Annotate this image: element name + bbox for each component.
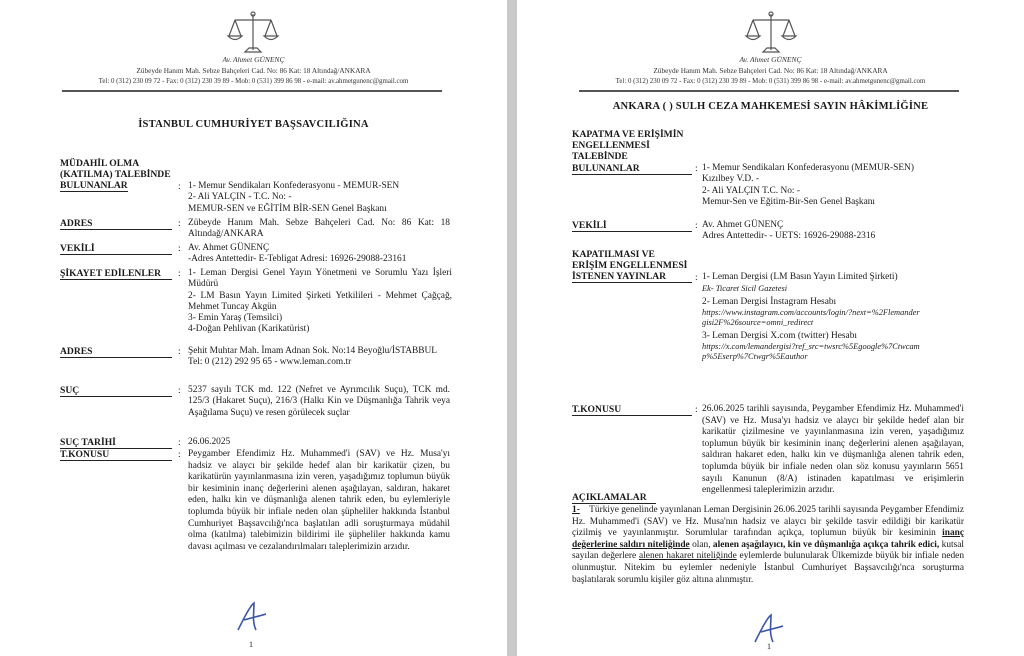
letterhead-name: Av. Ahmet GÜNENÇ (739, 55, 802, 64)
label-konusu: T.KONUSU (60, 449, 172, 461)
page-number: 1 (249, 640, 253, 649)
konusu-value: Peygamber Efendimiz Hz. Muhammed'i (SAV) ve Hz. Musa'yı hadsiz ve alaycı bir şekilde hedef alan bir karikatür çizen, bu karikatürün yayınlanmasına izin veren, yaşadığımız toplumun büyük bir kesiminin inanç değerlerini alenen aşağılayan, saldıran, hakaret eden, halkı kin ve düşmanlığa alenen tahrik eden, bu eylemleriyle toplumda büyük bir infiale neden olan şüpheliler hakkında İstanbul Cumhuriyet Başsavcılığı'nca başlatılan adli soruşturmaya müdahil olma (katılma) talebimizin bildirimi ile şüpheliler hakkında kamu davası açılması ve cezalandırılmaları taleplerimizin arzıdır. (188, 449, 450, 552)
letterhead-contact: Tel: 0 (312) 230 09 72 - Fax: 0 (312) 230 39 89 - Mob: 0 (531) 399 86 98 - e-mail: av.ahmetgunenc@gmail.com (615, 78, 926, 85)
vekili-value: Av. Ahmet GÜNENÇ -Adres Antettedir- E-Tebligat Adresi: 16926-29088-23161 (188, 243, 407, 265)
label-suc: SUÇ (60, 385, 172, 397)
letterhead-address: Zübeyde Hanım Mah. Sebze Bahçeleri Cad. No: 86 Kat: 18 Altındağ/ANKARA (136, 66, 371, 75)
page-title: ANKARA ( ) SULH CEZA MAHKEMESİ SAYIN HÂKİMLİĞİNE (612, 101, 929, 112)
label-kapatilmasi: KAPATILMASI VE ERİŞİM ENGELLENMESİ İSTENEN YAYINLAR (572, 249, 692, 283)
label-kapatma: KAPATMA VE ERİŞİMİN ENGELLENMESİ TALEBİNDE BULUNANLAR (572, 129, 692, 175)
page-title: İSTANBUL CUMHURİYET BAŞSAVCILIĞINA (138, 119, 369, 130)
label-mudahil: MÜDAHİL OLMA (KATILMA) TALEBİNDE BULUNANLAR (60, 158, 171, 192)
label-konusu: T.KONUSU (572, 404, 692, 416)
letterhead-address: Zübeyde Hanım Mah. Sebze Bahçeleri Cad. No: 86 Kat: 18 Altındağ/ANKARA (653, 66, 888, 75)
page-number: 1 (767, 642, 771, 651)
letterhead-contact: Tel: 0 (312) 230 09 72 - Fax: 0 (312) 230 39 89 - Mob: 0 (531) 399 86 98 - e-mail: av.ahmetgunenc@gmail.com (98, 78, 409, 85)
aciklama-paragraph: 1- Türkiye genelinde yayınlanan Leman Dergisinin 26.06.2025 tarihli sayısında Peygamber Efendimiz Hz. Muhammed'i (SAV) ve Hz. Musa'nın hadsiz ve alaycı bir şekilde tasvir edildiği bir karikatür çizilmiş ve yayınlanmıştır. Sorumlular tarafından açıkça, toplumun büyük bir kesiminin inanç değerlerine saldırı niteliğinde olan, alenen aşağılayıcı, kin ve düşmanlığa açıkça tahrik edici, kutsal sayılan değerlere alenen hakaret niteliğinde eylemlerde bulunularak Ülkemizde büyük bir infiale neden olunmuştur. Nitekim bu eylemler nedeniyle İstanbul Cumhuriyet Başsavcılığı'nca soruşturma başlatılarak sorumlu kişiler göz altına alınmıştır. (572, 505, 965, 585)
label-vekili: VEKİLİ (60, 243, 172, 255)
scales-of-justice-icon (743, 10, 799, 56)
signature-mark (232, 600, 272, 634)
document-page-1: Av. Ahmet GÜNENÇ Zübeyde Hanım Mah. Sebze Bahçeleri Cad. No: 86 Kat: 18 Altındağ/ANKARA Tel: 0 (312) 230 09 72 - Fax: 0 (312) 230 39 89 - Mob: 0 (531) 399 86 98 - e-mail: av.ahmetgunenc@gmail.com İSTANBUL CUMHURİYET BAŞSAVCILIĞINA MÜDAHİL OLMA (KATILMA) TALEBİNDE BULUNANLAR : 1- Memur Sendikaları Konfederasyonu - MEMUR-SEN 2- Ali YALÇIN - T.C. No: - MEMUR-SEN ve EĞİTİM BİR-SEN Genel Başkanı ADRES : Zübeyde Hanım Mah. Sebze Bahçeleri Cad. No: 86 Kat: 18 Altındağ/ANKARA VEKİLİ : Av. Ahmet GÜNENÇ -Adres Antettedir- E-Tebligat Adresi: 16926-29088-23161 ŞİKAYET EDİLENLER : 1- Leman Dergisi Genel Yayın Yönetmeni ve Sorumlu Yazı İşleri Müdürü 2- LM Basın Yayın Limited Şirketi Yetkilileri - Mehmet Çağçağ, Mehmet Tuncay Akgün 3- Emin Yaraş (Temsilci) 4-Doğan Pehlivan (Karikatürist) ADRES : Şehit Muhtar Mah. İmam Adnan Sok. No:14 Beyoğlu/İSTABBUL Tel: 0 (212) 292 95 65 - www.leman.com.tr SUÇ : 5237 sayılı TCK md. 122 (Nefret ve Ayrımcılık Suçu), TCK md. 125/3 (Hakaret Suçu), 216/3 (Halkı Kin ve Düşmanlığa Tahrik veya Aşağılama Suçu) ve resen görülecek suçlar SUÇ TARİHİ : 26.06.2025 T.KONUSU : Peygamber Efendimiz Hz. Muhammed'i (SAV) ve Hz. Musa'yı hadsiz ve alaycı bir şekilde hedef alan bir karikatür çizen, bu karikatürün yayınlanmasına izin veren, yaşadığımız toplumun büyük bir kesiminin inanç değerlerini alenen aşağılayan, saldıran, hakaret eden, halkı kin ve düşmanlığa alenen tahrik eden, bu eylemleriyle toplumda büyük bir infiale neden olan şüpheliler hakkında İstanbul Cumhuriyet Başsavcılığı'nca başlatılan adli soruşturmaya müdahil olma (katılma) talebimizin bildirimi ile şüpheliler hakkında kamu davası açılması ve cezalandırılmaları taleplerimizin arzıdır. 1 (0, 0, 507, 656)
bulunanlar-value: 1- Memur Sendikaları Konfederasyonu - MEMUR-SEN 2- Ali YALÇIN - T.C. No: - MEMUR-SEN ve EĞİTİM BİR-SEN Genel Başkanı (188, 181, 400, 214)
adres-value: Zübeyde Hanım Mah. Sebze Bahçeleri Cad. No: 86 Kat: 18 Altındağ/ANKARA (188, 218, 450, 240)
suc-tarihi-value: 26.06.2025 (188, 437, 231, 447)
label-sikayet: ŞİKAYET EDİLENLER (60, 268, 172, 280)
yayinlar-value: 1- Leman Dergisi (LM Basın Yayın Limited Şirketi) Ek- Ticaret Sicil Gazetesi 2- Leman Dergisi İnstagram Hesabı https://www.instagram.com/accounts/login/?next=%2Flemandergisi2F%26source=omni_redirect 3- Leman Dergisi X.com (twitter) Hesabı https://x.com/lemandergisi?ref_src=twsrc%5Egoogle%7Ctwcamp%5Eserp%7Ctwgr%5Eauthor (702, 272, 920, 362)
label-adres: ADRES (60, 218, 172, 230)
letterhead-name: Av. Ahmet GÜNENÇ (222, 55, 285, 64)
label-vekili: VEKİLİ (572, 220, 692, 232)
document-page-2: Av. Ahmet GÜNENÇ Zübeyde Hanım Mah. Sebze Bahçeleri Cad. No: 86 Kat: 18 Altındağ/ANKARA Tel: 0 (312) 230 09 72 - Fax: 0 (312) 230 39 89 - Mob: 0 (531) 399 86 98 - e-mail: av.ahmetgunenc@gmail.com ANKARA ( ) SULH CEZA MAHKEMESİ SAYIN HÂKİMLİĞİNE KAPATMA VE ERİŞİMİN ENGELLENMESİ TALEBİNDE BULUNANLAR : 1- Memur Sendikaları Konfederasyonu (MEMUR-SEN) Kızılbey V.D. - 2- Ali YALÇIN T.C. No: - Memur-Sen ve Eğitim-Bir-Sen Genel Başkanı VEKİLİ : Av. Ahmet GÜNENÇ Adres Antettedir- - UETS: 16926-29088-2316 KAPATILMASI VE ERİŞİM ENGELLENMESİ İSTENEN YAYINLAR : 1- Leman Dergisi (LM Basın Yayın Limited Şirketi) Ek- Ticaret Sicil Gazetesi 2- Leman Dergisi İnstagram Hesabı https://www.instagram.com/accounts/login/?next=%2Flemandergisi2F%26source=omni_redirect 3- Leman Dergisi X.com (twitter) Hesabı https://x.com/lemandergisi?ref_src=twsrc%5Egoogle%7Ctwcamp%5Eserp%7Ctwgr%5Eauthor T.KONUSU : 26.06.2025 tarihli sayısında, Peygamber Efendimiz Hz. Muhammed'i (SAV) ve Hz. Musa'yı hadsiz ve alaycı bir şekilde hedef alan bir karikatür çizilmesine ve yayınlanmasına izin veren, yaşadığımız toplumun büyük bir kesiminin inanç değerlerini alenen aşağılayan, saldıran hakaret eden, halkı kin ve düşmanlığa alenen tahrik eden, toplumda büyük bir infiale neden olan söz konusu yayınların 5651 sayılı Kanunun (8/A) istinaden kapatılması ve erişimlerin engellenmesi taleplerimizin arzıdır. AÇIKLAMALAR 1- Türkiye genelinde yayınlanan Leman Dergisinin 26.06.2025 tarihli sayısında Peygamber Efendimiz Hz. Muhammed'i (SAV) ve Hz. Musa'nın hadsiz ve alaycı bir şekilde tasvir edildiği bir karikatür çizilmiş ve yayınlanmıştır. Sorumlular tarafından açıkça, toplumun büyük bir kesiminin inanç değerlerine saldırı niteliğinde olan, alenen aşağılayıcı, kin ve düşmanlığa açıkça tahrik edici, kutsal sayılan değerlere alenen hakaret niteliğinde eylemlerde bulunularak Ülkemizde büyük bir infiale neden olunmuştur. Nitekim bu eylemler nedeniyle İstanbul Cumhuriyet Başsavcılığı'nca soruşturma başlatılarak sorumlu kişiler göz altına alınmıştır. 1 (517, 0, 1024, 656)
letterhead-divider (62, 90, 442, 92)
adres2-value: Şehit Muhtar Mah. İmam Adnan Sok. No:14 Beyoğlu/İSTABBUL Tel: 0 (212) 292 95 65 - www.leman.com.tr (188, 346, 437, 368)
label-aciklamalar: AÇIKLAMALAR (572, 492, 656, 504)
scales-of-justice-icon (225, 10, 281, 56)
label-suc-tarihi: SUÇ TARİHİ (60, 437, 172, 449)
vekili-value: Av. Ahmet GÜNENÇ Adres Antettedir- - UETS: 16926-29088-2316 (702, 220, 876, 242)
sikayet-value: 1- Leman Dergisi Genel Yayın Yönetmeni ve Sorumlu Yazı İşleri Müdürü 2- LM Basın Yayın Limited Şirketi Yetkilileri - Mehmet Çağçağ, Mehmet Tuncay Akgün 3- Emin Yaraş (Temsilci) 4-Doğan Pehlivan (Karikatürist) (188, 268, 452, 335)
bulunanlar-value: 1- Memur Sendikaları Konfederasyonu (MEMUR-SEN) Kızılbey V.D. - 2- Ali YALÇIN T.C. No: - Memur-Sen ve Eğitim-Bir-Sen Genel Başkanı (702, 163, 914, 207)
suc-value: 5237 sayılı TCK md. 122 (Nefret ve Ayrımcılık Suçu), TCK md. 125/3 (Hakaret Suçu), 216/3 (Halkı Kin ve Düşmanlığa Tahrik veya Aşağılama Suçu) ve resen görülecek suçlar (188, 385, 450, 418)
konusu-value: 26.06.2025 tarihli sayısında, Peygamber Efendimiz Hz. Muhammed'i (SAV) ve Hz. Musa'yı hadsiz ve alaycı bir şekilde hedef alan bir karikatür çizilmesine ve yayınlanmasına izin veren, yaşadığımız toplumun büyük bir kesiminin inanç değerlerini alenen aşağılayan, saldıran hakaret eden, halkı kin ve düşmanlığa alenen tahrik eden, toplumda büyük bir infiale neden olan söz konusu yayınların 5651 sayılı Kanunun (8/A) istinaden kapatılması ve erişimlerin engellenmesi taleplerimizin arzıdır. (702, 404, 964, 496)
label-adres-2: ADRES (60, 346, 172, 358)
letterhead-divider (579, 90, 959, 92)
signature-mark (749, 612, 789, 646)
page-gap (507, 0, 517, 656)
